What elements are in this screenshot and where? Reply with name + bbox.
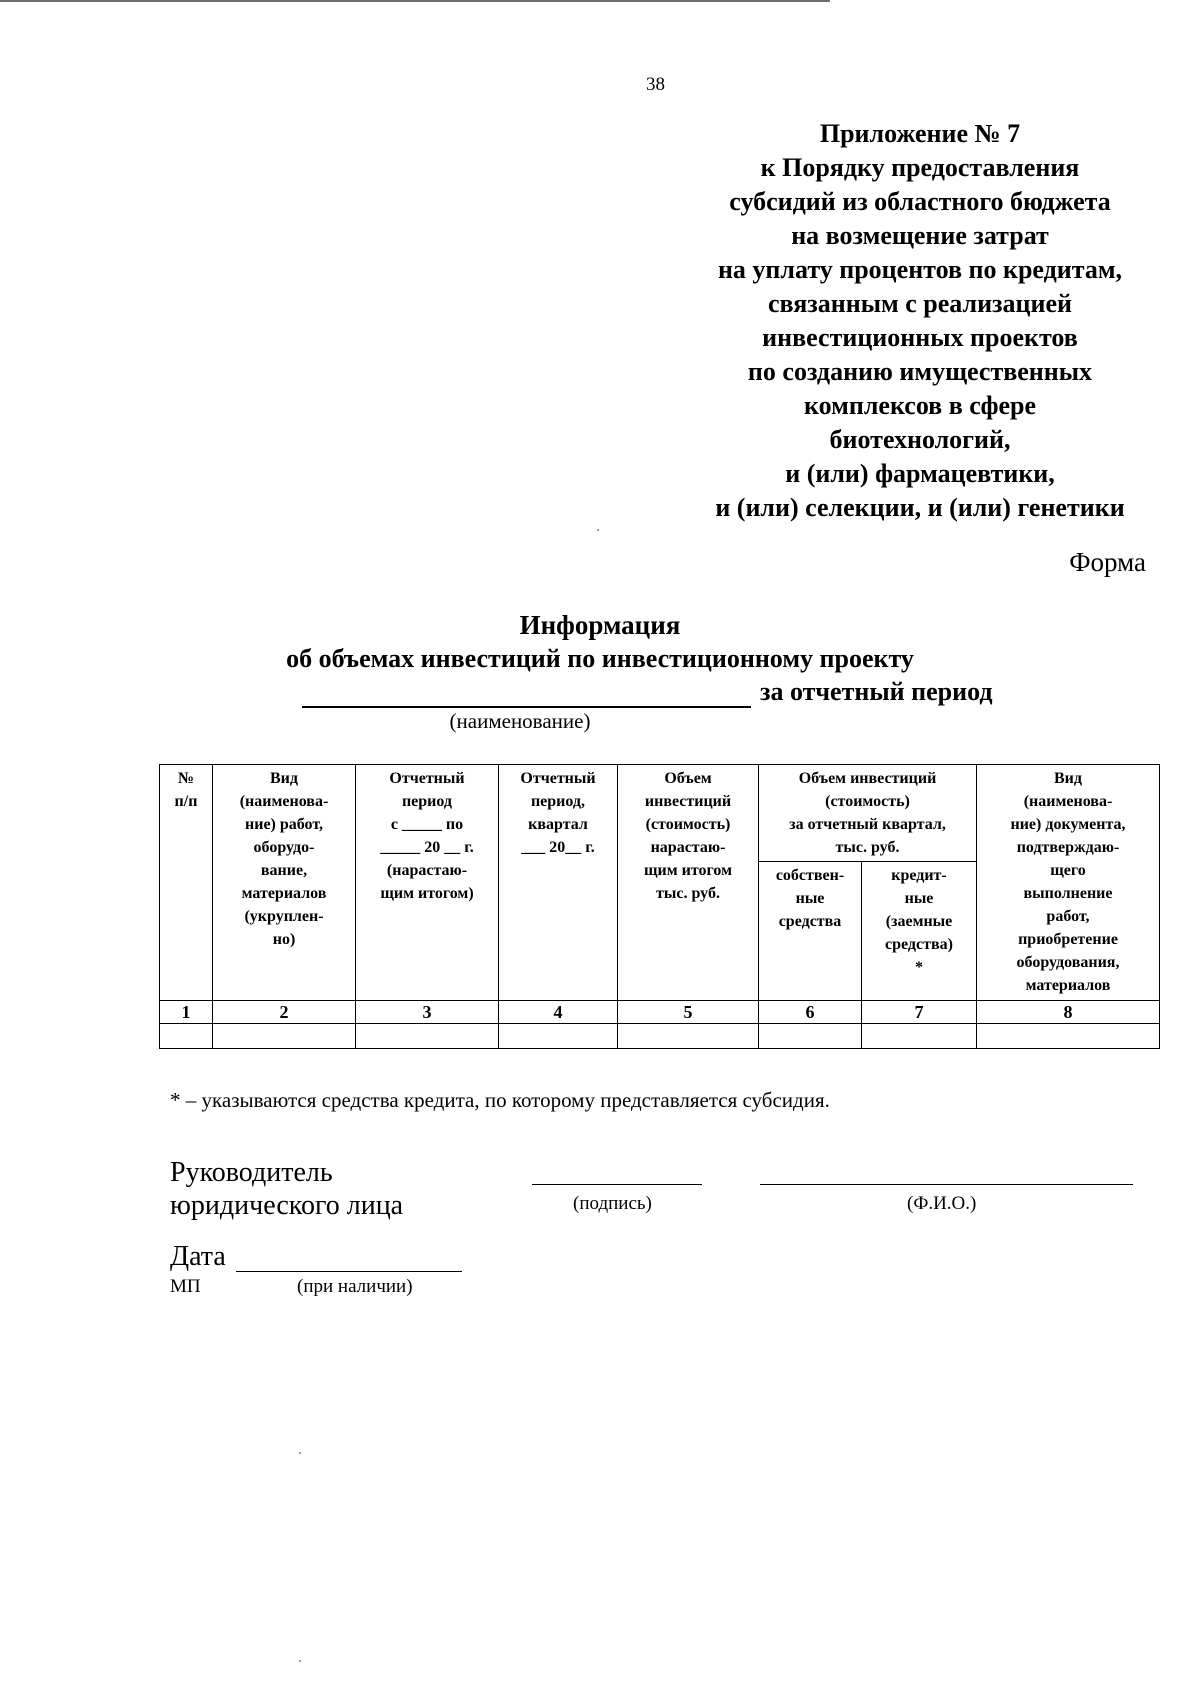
appendix-line: биотехнологий, <box>829 425 1011 454</box>
column-number: 1 <box>160 1001 213 1024</box>
column-number: 7 <box>862 1001 977 1024</box>
appendix-line: по созданию имущественных <box>747 357 1093 386</box>
header-document-type: Вид (наименова- ние) документа, подтверждаю- щего выполнение работ, приобретение оборудования, материалов <box>977 765 1160 1001</box>
header-work-type: Вид (наименова- ние) работ, оборудо- вание, материалов (укруплен- но) <box>213 765 356 1001</box>
table-cell[interactable] <box>213 1024 356 1049</box>
appendix-line: Приложение № 7 <box>819 119 1021 148</box>
header-credit-funds: кредит- ные (заемные средства) * <box>862 862 977 1001</box>
column-number: 8 <box>977 1001 1160 1024</box>
table-header-row <box>160 765 1160 862</box>
reporting-period-text: за отчетный период <box>760 677 993 706</box>
table-row <box>160 1024 1160 1049</box>
table-cell[interactable] <box>499 1024 618 1049</box>
signature-line[interactable] <box>532 1184 702 1185</box>
table-row <box>160 1001 1160 1024</box>
header-quarter-volume: Объем инвестиций (стоимость) за отчетный квартал, тыс. руб. <box>759 765 977 862</box>
date-label: Дата <box>170 1241 226 1272</box>
table-cell[interactable] <box>356 1024 499 1049</box>
header-cumulative-volume: Объем инвестиций (стоимость) нарастаю- щим итогом тыс. руб. <box>618 765 759 1001</box>
date-line[interactable] <box>236 1271 462 1272</box>
scan-border-line <box>0 0 830 2</box>
document-subtitle: об объемах инвестиций по инвестиционному проекту <box>286 644 914 673</box>
appendix-line: на уплату процентов по кредитам, <box>717 255 1123 284</box>
column-number: 3 <box>356 1001 499 1024</box>
appendix-line: связанным с реализацией <box>768 289 1072 318</box>
appendix-line: и (или) селекции, и (или) генетики <box>715 493 1125 522</box>
signatory-title <box>170 1156 403 1222</box>
form-label: Форма <box>1069 547 1146 577</box>
column-number: 4 <box>499 1001 618 1024</box>
seal-caption: (при наличии) <box>297 1276 413 1297</box>
signature-caption: (подпись) <box>573 1193 652 1214</box>
document-title: Информация <box>519 610 681 640</box>
signatory-title-line: Руководитель <box>170 1157 333 1188</box>
full-name-caption: (Ф.И.О.) <box>907 1193 977 1214</box>
header-number: № п/п <box>160 765 213 1001</box>
investment-table <box>159 764 1160 1049</box>
table-cell[interactable] <box>977 1024 1160 1049</box>
name-caption: (наименование) <box>449 709 591 733</box>
header-own-funds: собствен- ные средства <box>759 862 862 1001</box>
header-reporting-period: Отчетный период с _____ по _____ 20 __ г. (нарастаю- щим итогом) <box>356 765 499 1001</box>
table-cell[interactable] <box>160 1024 213 1049</box>
appendix-line: и (или) фармацевтики, <box>785 459 1055 488</box>
table-cell[interactable] <box>759 1024 862 1049</box>
column-number: 5 <box>618 1001 759 1024</box>
column-number: 2 <box>213 1001 356 1024</box>
signatory-title-line: юридического лица <box>170 1190 404 1221</box>
table-cell[interactable] <box>618 1024 759 1049</box>
appendix-line: инвестиционных проектов <box>762 323 1078 352</box>
seal-label: МП <box>170 1276 201 1297</box>
column-number: 6 <box>759 1001 862 1024</box>
appendix-line: комплексов в сфере <box>804 391 1036 420</box>
scan-speck <box>299 1660 301 1662</box>
appendix-header <box>660 117 1180 525</box>
header-reporting-quarter: Отчетный период, квартал ___ 20__ г. <box>499 765 618 1001</box>
project-name-blank[interactable] <box>302 706 751 708</box>
appendix-line: к Порядку предоставления <box>760 153 1080 182</box>
appendix-line: субсидий из областного бюджета <box>729 187 1111 216</box>
scan-speck <box>597 529 599 531</box>
scan-speck <box>299 1452 301 1454</box>
table-cell[interactable] <box>862 1024 977 1049</box>
page-number: 38 <box>646 74 665 95</box>
footnote: * – указываются средства кредита, по которому представляется субсидия. <box>170 1088 830 1112</box>
full-name-line[interactable] <box>760 1184 1133 1185</box>
appendix-line: на возмещение затрат <box>791 221 1049 250</box>
